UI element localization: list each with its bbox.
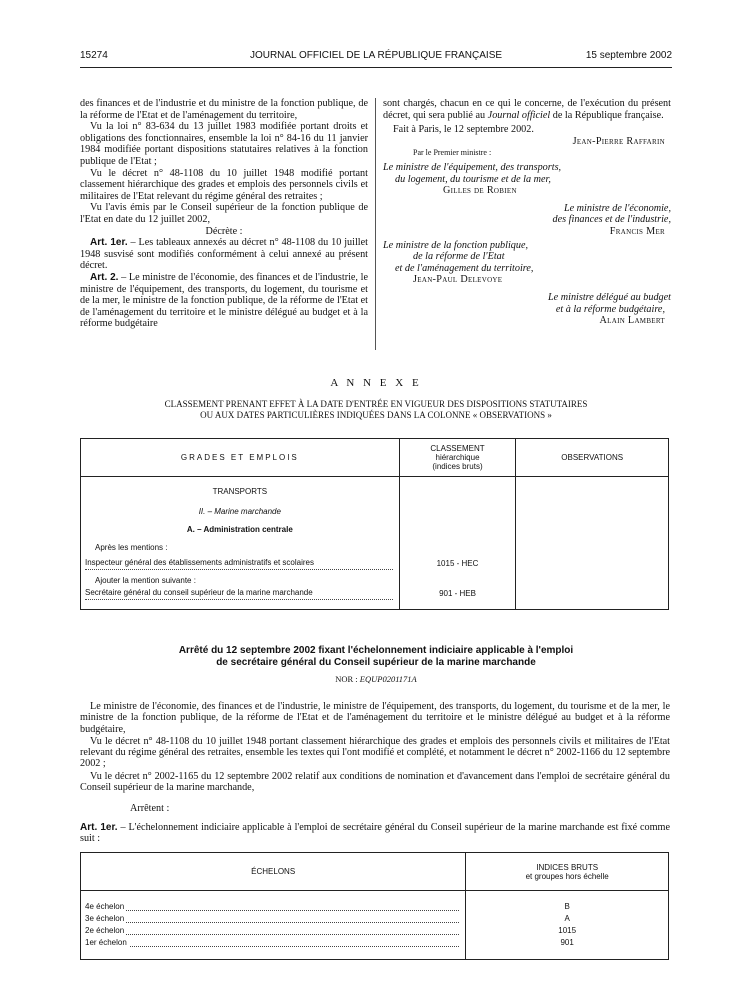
table-row	[85, 902, 461, 914]
publication-date: 15 septembre 2002	[585, 50, 672, 61]
echelons-cell	[81, 891, 466, 960]
paragraph	[383, 98, 671, 121]
signatory-name: Alain Lambert	[599, 315, 665, 327]
text: de la République française.	[550, 109, 664, 121]
header-text: (indices bruts)	[432, 462, 483, 471]
annexe-title: A N N E X E	[330, 377, 422, 389]
paragraph: Vu la loi n° 83-634 du 13 juillet 1983 modifiée portant droits et obligations des fonctionnaires, ensemble la loi n° 84-16 du 11 janvier 1984 modifiée portant dispositions statutaires relatives à la fonction publique de l'Etat ;	[80, 121, 368, 167]
signatory-name: Gilles de Robien	[443, 185, 517, 197]
minister-title: Le ministre délégué au budget	[548, 291, 671, 303]
annexe-subtitle-line: CLASSEMENT PRENANT EFFET À LA DATE D'ENTRÉE EN VIGUEUR DES DISPOSITIONS STATUTAIRES	[164, 399, 588, 409]
table-row	[85, 938, 461, 950]
paragraph: Le ministre de l'économie, des finances et de l'industrie, le ministre de l'équipement, des transports, du logement, du tourisme et de la mer, le ministre de la fonction publique, de la réforme de l'Etat et de l'aménagement du territoire et le ministre délégué au budget et à la réforme budgétaire,	[80, 701, 670, 735]
text: sont chargés, chacun en ce qui le concerne, de l'exécution du présent décret, qui sera publié au	[383, 98, 671, 121]
right-column	[383, 98, 671, 327]
article-1	[80, 237, 368, 272]
left-column	[80, 98, 368, 330]
article-label: Art. 2.	[90, 271, 119, 283]
minister-title: des finances et de l'industrie,	[552, 214, 671, 226]
table-row	[85, 558, 395, 573]
nor-label: NOR :	[335, 674, 360, 684]
minister-title: Le ministre de la fonction publique,	[383, 239, 529, 251]
journal-title: JOURNAL OFFICIEL DE LA RÉPUBLIQUE FRANÇAISE	[249, 50, 503, 61]
classement-table	[80, 438, 669, 610]
table-header-row	[81, 439, 669, 477]
observations-cell	[516, 477, 669, 610]
column-header-echelons: ÉCHELONS	[81, 853, 466, 891]
article-label: Art. 1er.	[80, 822, 118, 833]
subsection-heading: II. – Marine marchande	[198, 507, 281, 516]
decrete-label: Décrète :	[205, 225, 243, 237]
paragraph: Vu le décret n° 2002-1165 du 12 septembre 2002 relatif aux conditions de nomination et d'avancement dans l'emploi de secrétaire général du Conseil supérieur de la marine marchande,	[80, 770, 670, 794]
page-header	[80, 50, 672, 64]
header-rule	[80, 67, 672, 68]
table-body-row	[81, 477, 669, 610]
column-header-classement	[399, 439, 516, 477]
article-text: – Le ministre de l'économie, des finances et de l'industrie, le ministre de l'équipement, des transports, du logement, du tourisme et de la mer, le ministre de la fonction publique, de la réforme de l'Etat et de l'aménagement du territoire et le ministre délégué au budget et à la réforme budgétaire	[80, 271, 368, 330]
column-header-indices	[466, 853, 669, 891]
column-header-grades	[81, 439, 400, 477]
row-label: Secrétaire général du conseil supérieur de la marine marchande	[85, 588, 313, 597]
header-text: CLASSEMENT	[430, 444, 485, 453]
column-divider	[375, 98, 376, 350]
paragraph: Vu l'avis émis par le Conseil supérieur de la fonction publique de l'Etat en date du 12 juillet 2002,	[80, 202, 368, 225]
article-text: – L'échelonnement indiciaire applicable à l'emploi de secrétaire général du Conseil supérieur de la marine marchande est fixé comme suit :	[80, 822, 671, 845]
paragraph: des finances et de l'industrie et du ministre de la fonction publique, de la réforme de l'Etat et de l'aménagement du territoire,	[80, 98, 368, 121]
arrete-article-1	[80, 822, 670, 845]
instruction-label: Ajouter la mention suivante :	[95, 576, 196, 585]
row-value: 901 - HEB	[439, 589, 476, 598]
arrete-body	[80, 701, 670, 794]
header-text: et groupes hors échelle	[525, 871, 609, 881]
arrete-title	[80, 645, 672, 668]
page-number: 15274	[80, 50, 108, 61]
table-body-row	[81, 891, 669, 960]
title-line: Arrêté du 12 septembre 2002 fixant l'échelonnement indiciaire applicable à l'emploi	[178, 645, 574, 656]
minister-title: et à la réforme budgétaire,	[555, 303, 665, 315]
par-premier-ministre: Par le Premier ministre :	[413, 148, 492, 158]
minister-title: Le ministre de l'équipement, des transports,	[383, 161, 562, 173]
row-label: Inspecteur général des établissements administratifs et scolaires	[85, 558, 314, 567]
column-header-observations: OBSERVATIONS	[516, 439, 669, 477]
paragraph: Vu le décret n° 48-1108 du 10 juillet 1948 modifié portant classement hiérarchique des grades et emplois des personnels civils et militaires de l'Etat relevant du régime général des retraites ;	[80, 167, 368, 202]
article-2	[80, 272, 368, 330]
table-header-row	[81, 853, 669, 891]
header-text: GRADES ET EMPLOIS	[180, 453, 299, 462]
subsubsection-heading: A. – Administration centrale	[186, 525, 293, 534]
row-label: 4e échelon	[85, 902, 125, 911]
signatory-name: Jean-Paul Delevoye	[413, 274, 503, 286]
table-row	[85, 914, 461, 926]
table-row	[85, 588, 395, 603]
row-label: 2e échelon	[85, 926, 125, 935]
fait-a-paris: Fait à Paris, le 12 septembre 2002.	[393, 124, 534, 136]
table-row	[85, 926, 461, 938]
journal-officiel-italic: Journal officiel	[487, 109, 551, 121]
row-value: 1015 - HEC	[436, 559, 479, 568]
minister-title: et de l'aménagement du territoire,	[395, 262, 534, 274]
title-line: de secrétaire général du Conseil supérieur de la marine marchande	[216, 656, 536, 668]
article-label: Art. 1er.	[90, 237, 128, 249]
arretent-label: Arrêtent :	[130, 803, 170, 814]
classement-cell	[399, 477, 516, 610]
header-text: hiérarchique	[435, 453, 480, 462]
grades-cell	[81, 477, 400, 610]
signatory-name: Francis Mer	[609, 225, 665, 237]
row-label: 3e échelon	[85, 914, 125, 923]
nor-code: EQUP0201171A	[359, 674, 417, 684]
row-value: 901	[560, 938, 574, 947]
minister-title: du logement, du tourisme et de la mer,	[395, 173, 551, 185]
instruction-label: Après les mentions :	[95, 543, 168, 552]
header-text: INDICES BRUTS	[536, 862, 599, 872]
minister-title: de la réforme de l'Etat	[413, 251, 505, 263]
indices-cell	[466, 891, 669, 960]
section-heading: TRANSPORTS	[212, 487, 268, 496]
row-value: A	[564, 914, 570, 923]
row-value: B	[564, 902, 570, 911]
echelons-table	[80, 852, 669, 960]
annexe-subtitle-line: OU AUX DATES PARTICULIÈRES INDIQUÉES DANS LA COLONNE « OBSERVATIONS »	[200, 410, 552, 420]
paragraph: Vu le décret n° 48-1108 du 10 juillet 1948 portant classement hiérarchique des grades et emplois des personnels civils et militaires de l'Etat relevant du régime général des retraites, ensemble les textes qui l'ont modifié et complété, et notamment le décret n° 2002-1166 du 12 septembre 2002 ;	[80, 735, 670, 770]
row-label: 1er échelon	[85, 938, 127, 947]
nor-reference	[80, 674, 672, 684]
signatory-name: Jean-Pierre Raffarin	[572, 135, 665, 147]
article-text: – Les tableaux annexés au décret n° 48-1108 du 10 juillet 1948 susvisé sont modifiés conformément à celui annexé au présent décret.	[80, 237, 368, 272]
annexe-subtitle	[80, 399, 672, 421]
row-value: 1015	[558, 926, 577, 935]
minister-title: Le ministre de l'économie,	[563, 202, 671, 214]
